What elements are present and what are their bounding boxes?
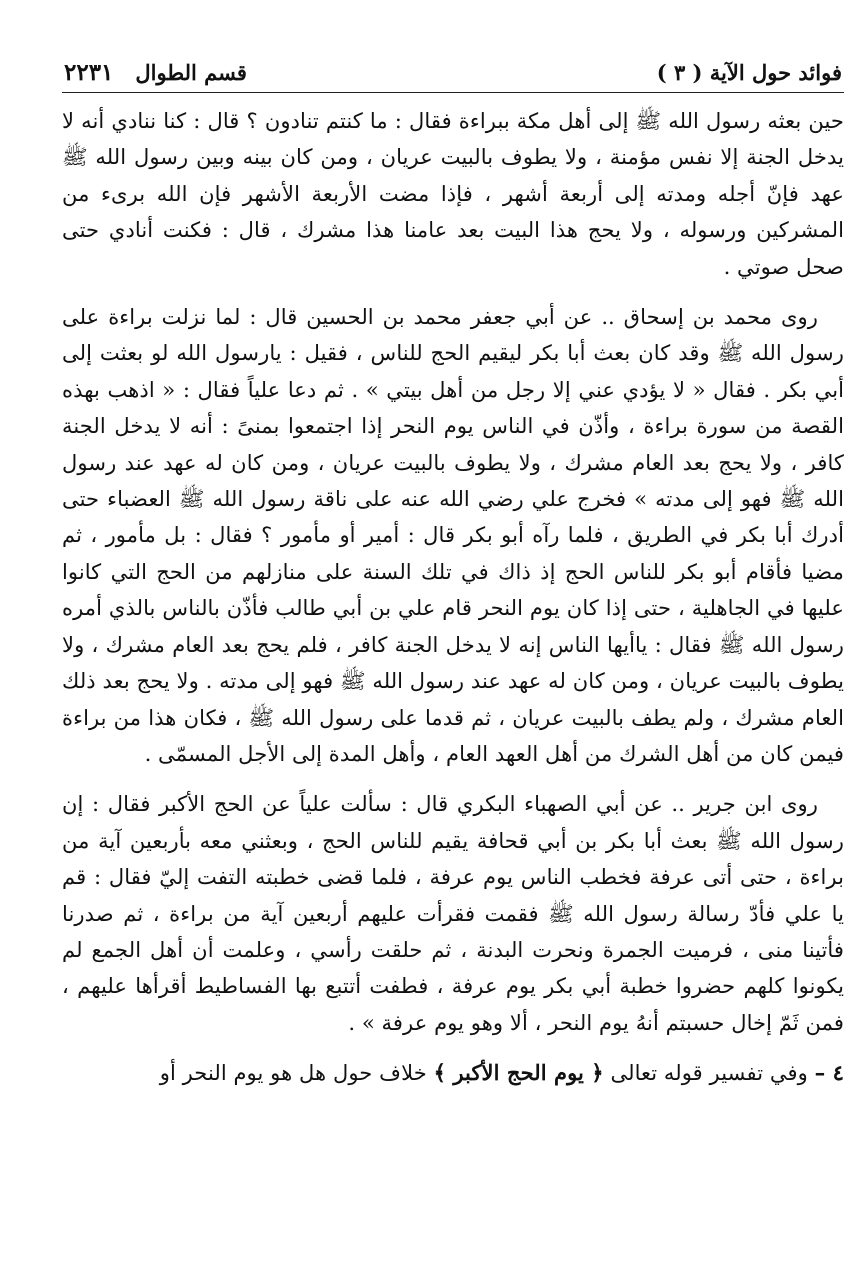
- point-lead: وفي تفسير قوله تعالى: [610, 1060, 808, 1086]
- page-number: ٢٢٣١: [64, 58, 114, 86]
- paragraph-point-4: [62, 1055, 844, 1091]
- running-title: فوائد حول الآية ( ٣ ): [656, 59, 842, 85]
- paragraph-ibn-jarir: روى ابن جرير .. عن أبي الصهباء البكري قال : سألت علياً عن الحج الأكبر فقال : إن رسول الله ﷺ بعث أبا بكر بن أبي قحافة يقيم للناس الحج ، وبعثني معه بأربعين آية من براءة ، حتى أتى عرفة فخطب الناس يوم عرفة ، فلما قضى خطبته التفت إليّ فقال : قم يا علي فأدّ رسالة رسول الله ﷺ فقمت فقرأت عليهم أربعين آية من براءة ، ثم صدرنا فأتينا منى ، فرميت الجمرة ونحرت البدنة ، ثم حلقت رأسي ، وعلمت أن أهل الجمع لم يكونوا كلهم حضروا خطبة أبي بكر يوم عرفة ، فطفت أتتبع بها الفساطيط أقرأها عليهم ، فمن ثَمّ إخال حسبتم أنهُ يوم النحر ، ألا وهو يوم عرفة » .: [62, 791, 844, 1035]
- page-header: [62, 52, 844, 93]
- quranic-quote: ﴿ يوم الحج الأكبر ﴾: [433, 1060, 604, 1086]
- page-body: [62, 103, 844, 1092]
- paragraph-continuation: حين بعثه رسول الله ﷺ إلى أهل مكة ببراءة فقال : ما كنتم تنادون ؟ قال : كنا ننادي أنه لا يدخل الجنة إلا نفس مؤمنة ، ولا يطوف بالبيت عريان ، ومن كان بينه وبين رسول الله ﷺ عهد فإنّ أجله ومدته إلى أربعة أشهر ، فإذا مضت الأربعة الأشهر فإن الله برىء من المشركين ورسوله ، ولا يحج هذا البيت بعد عامنا هذا مشرك ، قال : فكنت أنادي حتى صحل صوتي .: [62, 108, 844, 279]
- point-rest: خلاف حول هل هو يوم النحر أو: [159, 1060, 427, 1086]
- point-number: ٤ –: [814, 1060, 844, 1086]
- section-title: قسم الطوال: [135, 59, 247, 85]
- header-left-group: [64, 59, 247, 86]
- paragraph-ibn-ishaq: روى محمد بن إسحاق .. عن أبي جعفر محمد بن الحسين قال : لما نزلت براءة على رسول الله ﷺ وقد كان بعث أبا بكر ليقيم الحج للناس ، فقيل : يارسول الله لو بعثت إلى أبي بكر . فقال « لا يؤدي عني إلا رجل من أهل بيتي » . ثم دعا علياً فقال : « اذهب بهذه القصة من سورة براءة ، وأذّن في الناس يوم النحر إذا اجتمعوا بمنىً : أنه لا يدخل الجنة كافر ، ولا يحج بعد العام مشرك ، ولا يطوف بالبيت عريان ، ومن كان له عهد عند رسول الله ﷺ فهو إلى مدته » فخرج علي رضي الله عنه على ناقة رسول الله ﷺ العضباء حتى أدرك أبا بكر في الطريق ، فلما رآه أبو بكر قال : أمير أو مأمور ؟ فقال : بل مأمور ، ثم مضيا فأقام أبو بكر للناس الحج إذ ذاك في تلك السنة على منازلهم من الحج التي كانوا عليها في الجاهلية ، حتى إذا كان يوم النحر قام علي بن أبي طالب فأذّن بالناس بالذي أمره رسول الله ﷺ فقال : ياأيها الناس إنه لا يدخل الجنة كافر ، فلم يحج بعد العام مشرك ، ولا يطوف بالبيت عريان ، ومن كان له عهد عند رسول الله ﷺ فهو إلى مدته . ولا يحج بعد ذلك العام مشرك ، ولم يطف بالبيت عريان ، ثم قدما على رسول الله ﷺ ، فكان هذا من براءة فيمن كان من أهل الشرك من أهل العهد العام ، وأهل المدة إلى الأجل المسمّى .: [62, 304, 844, 766]
- book-page: [62, 52, 844, 1092]
